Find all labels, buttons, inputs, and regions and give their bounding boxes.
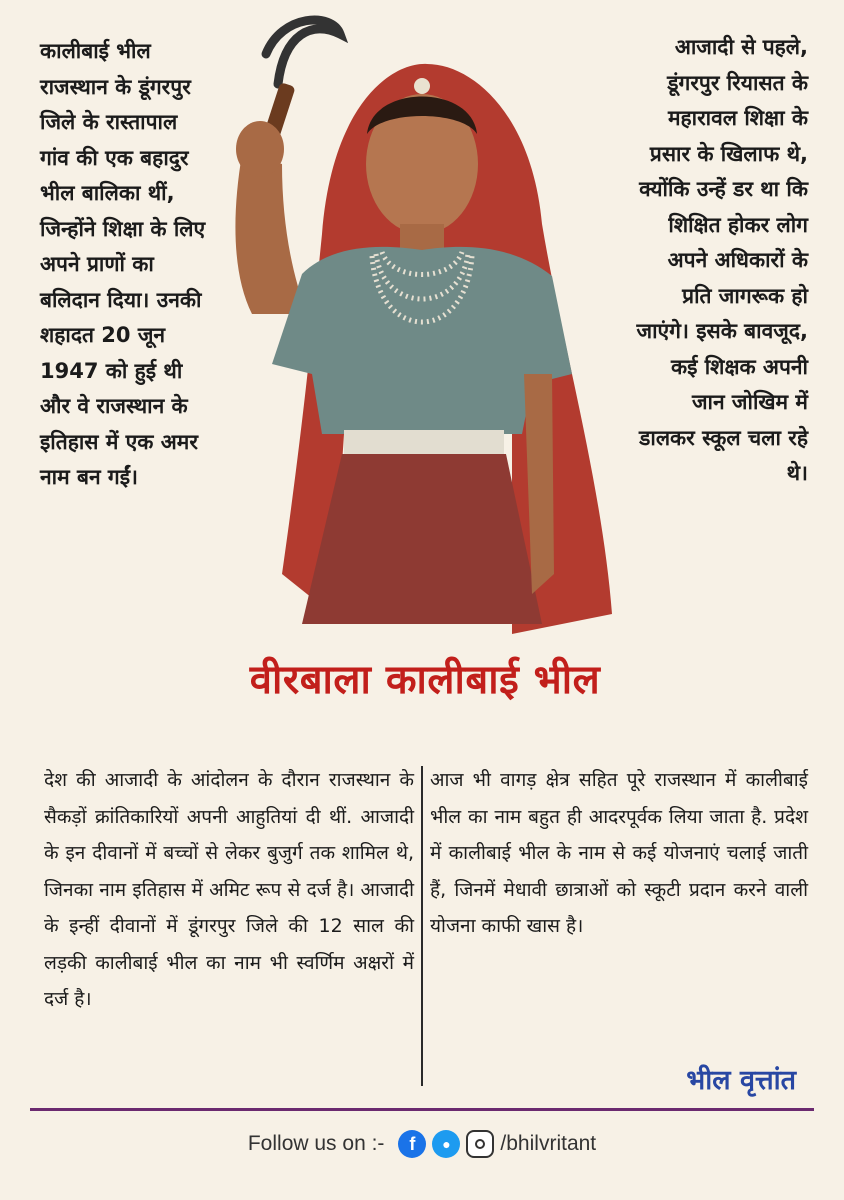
headline: वीरबाला कालीबाई भील [249,657,601,703]
intro-text-left: कालीबाई भील राजस्थान के डूंगरपुर जिले के रास्तापाल गांव की एक बहादुर भील बालिका थीं, जिन्होंने शिक्षा के लिए अपने प्राणों का बलिदान दिया। उनकी शहादत 20 जून 1947 को हुई थी और वे राजस्थान के इतिहास में एक अमर नाम बन गईं। [40,39,206,489]
column-divider [421,766,423,1086]
facebook-icon[interactable]: f [398,1130,426,1158]
body-text-right: आज भी वागड़ क्षेत्र सहित पूरे राजस्थान में कालीबाई भील का नाम बहुत ही आदरपूर्वक लिया जाता है. प्रदेश में कालीबाई भील के नाम से कई योजनाएं चलाई जाती हैं, जिनमें मेधावी छात्राओं को स्कूटी प्रदान करने वाली योजना काफी खास है। [430,769,808,937]
footer [0,1124,844,1164]
follow-label: Follow us on :- [247,1132,385,1155]
body-text-left: देश की आजादी के आंदोलन के दौरान राजस्थान के सैकड़ों क्रांतिकारियों अपनी आहुतियां दी थीं. आजादी के इन दीवानों में बच्चों से लेकर बुजुर्ग तक शामिल थे, जिनका नाम इतिहास में अमिट रूप से दर्ज है। आजादी के इन्हीं दीवानों में डूंगरपुर जिले की 12 साल की लड़की कालीबाई भील का नाम भी स्वर्णिम अक्षरों में दर्ज है। [44,769,414,1010]
instagram-icon[interactable] [466,1130,494,1158]
intro-text-right: आजादी से पहले, डूंगरपुर रियासत के महारावल शिक्षा के प्रसार के खिलाफ थे, क्योंकि उन्हें डर था कि शिक्षित होकर लोग अपने अधिकारों के प्रति जागरूक हो जाएंगे। इसके बावजूद, कई शिक्षक अपनी जान जोखिम में डालकर स्कूल चला रहे थे। [636,35,808,485]
brand-name: भील वृत्तांत [686,1065,796,1096]
portrait-illustration [212,14,632,654]
footer-rule [30,1108,814,1111]
social-handle[interactable]: /bhilvritant [500,1132,597,1155]
twitter-icon[interactable]: ● [432,1130,460,1158]
